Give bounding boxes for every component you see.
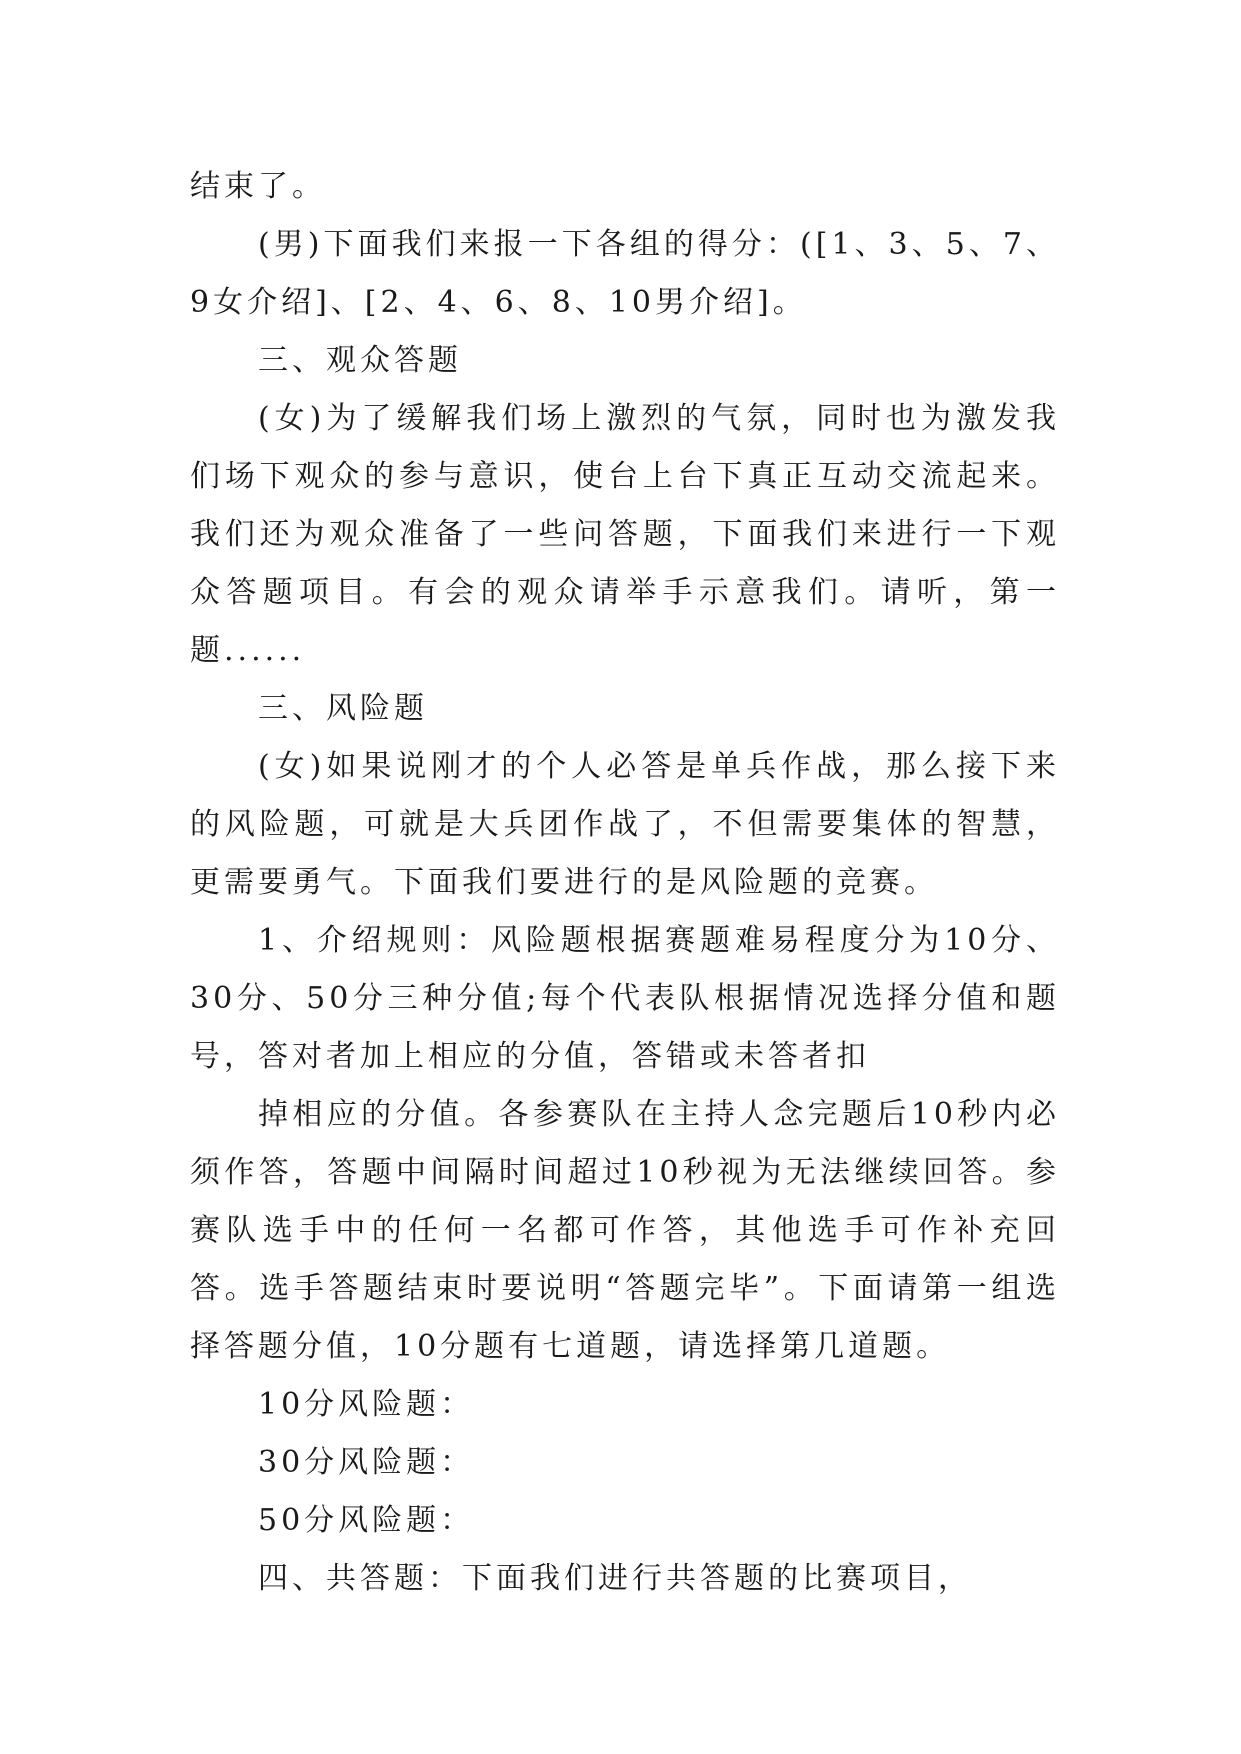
item-10-point-risk: 10分风险题： [258,1387,475,1422]
paragraph-rules: 1、介绍规则：风险题根据赛题难易程度分为10分、30分、50分三种分值;每个代表队根据情况选择分值和题号，答对者加上相应的分值，答错或未答者扣 [190,923,1060,1074]
paragraph-risk-intro: (女)如果说刚才的个人必答是单兵作战，那么接下来的风险题，可就是大兵团作战了，不但需要集体的智慧，更需要勇气。下面我们要进行的是风险题的竞赛。 [190,749,1060,900]
paragraph-rules-continued: 掉相应的分值。各参赛队在主持人念完题后10秒内必须作答，答题中间隔时间超过10秒视为无法继续回答。参赛队选手中的任何一名都可作答，其他选手可作补充回答。选手答题结束时要说明“答题完毕”。下面请第一组选择答题分值，10分题有七道题，请选择第几道题。 [190,1097,1060,1364]
paragraph-audience-intro: (女)为了缓解我们场上激烈的气氛，同时也为激发我们场下观众的参与意识，使台上台下真正互动交流起来。我们还为观众准备了一些问答题，下面我们来进行一下观众答题项目。有会的观众请举手示意我们。请听，第一题...... [190,401,1060,668]
document-body [190,158,1060,1608]
heading-risk-questions: 三、风险题 [258,691,428,726]
paragraph-ending: 结束了。 [190,169,326,204]
item-30-point-risk: 30分风险题： [258,1445,475,1480]
heading-shared-questions: 四、共答题：下面我们进行共答题的比赛项目， [258,1561,972,1596]
paragraph-score-report: (男)下面我们来报一下各组的得分：([1、3、5、7、9女介绍]、[2、4、6、8、10男介绍]。 [190,227,1060,320]
item-50-point-risk: 50分风险题： [258,1503,475,1538]
heading-audience-questions: 三、观众答题 [258,343,462,378]
